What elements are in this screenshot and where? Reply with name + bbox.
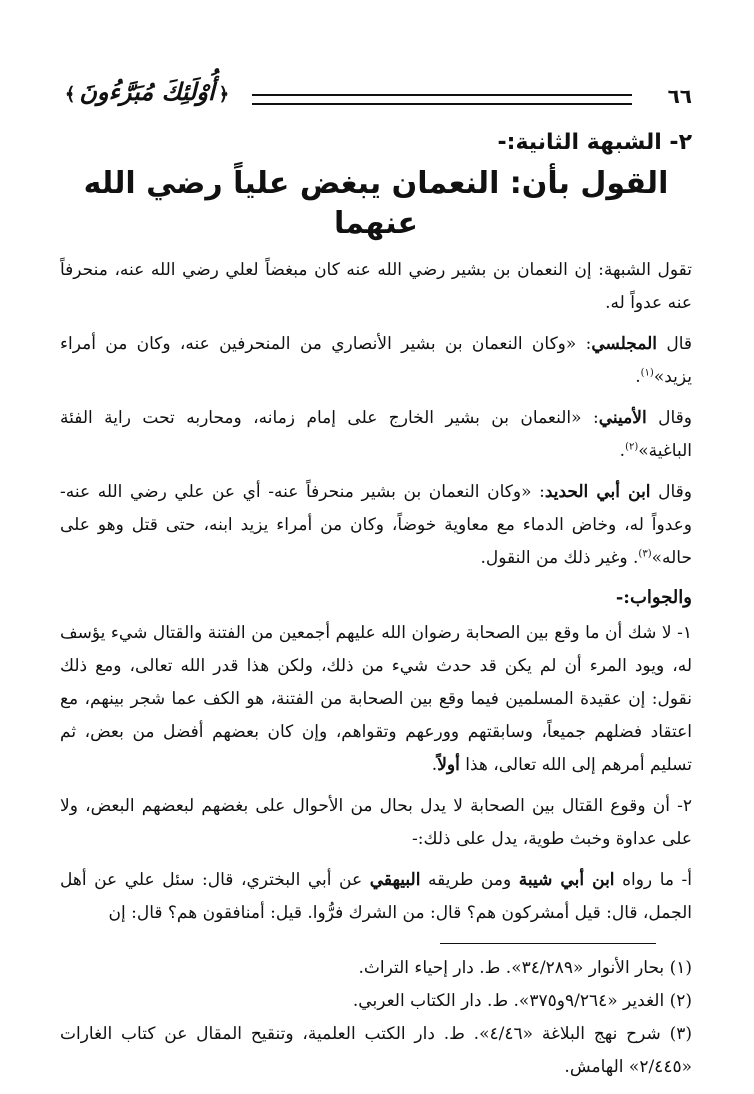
scholar-name: المجلسي <box>591 334 658 354</box>
main-text <box>60 128 692 938</box>
text-run: : «وكان النعمان بن بشير الأنصاري من المنحرفين عنه، وكان من أمراء يزيد» <box>60 334 692 387</box>
text-run: وقال <box>646 408 692 428</box>
text-run: . وغير ذلك من النقول. <box>480 548 639 568</box>
paragraph-amini <box>60 402 692 468</box>
header-double-rule <box>252 94 632 105</box>
scholar-name: ابن أبي الحديد <box>544 482 651 502</box>
text-run: . <box>635 367 641 387</box>
paragraph-claim: تقول الشبهة: إن النعمان بن بشير رضي الله عنه كان مبغضاً لعلي رضي الله عنه، منحرفاً عنه عدواً له. <box>60 260 692 313</box>
footnote-ref[interactable]: (٢) <box>625 441 639 453</box>
text-run: . <box>431 755 438 775</box>
text-run: قال <box>657 334 692 354</box>
footnote-ref[interactable]: (١) <box>640 367 654 379</box>
text-run: . <box>619 441 626 461</box>
running-title <box>52 72 242 112</box>
ornament-left-icon: ﴾ <box>64 84 76 105</box>
text-run: : «النعمان بن بشير الخارج على إمام زمانه، ومحاربه تحت راية الفئة الباغية» <box>60 408 692 461</box>
text-run: أ- ما رواه <box>614 870 692 890</box>
scholar-name: الأميني <box>598 408 647 428</box>
text-run: ومن طريقه <box>420 870 519 890</box>
footnote-1: (١) بحار الأنوار «٣٤/٢٨٩». ط. دار إحياء التراث. <box>358 958 692 978</box>
text-run: عن أبي البختري، قال: سئل علي عن أهل الجمل، قال: قيل أمشركون هم؟ قال: من الشرك فرُّوا. قيل: أمنافقون هم؟ قال: إن <box>60 870 692 923</box>
scholar-name: البيهقي <box>369 870 421 890</box>
page-header <box>52 64 692 120</box>
paragraph-answer-3 <box>60 864 692 930</box>
book-title: أُوْلَئِكَ مُبَرَّءُونَ <box>79 77 215 106</box>
section-title: القول بأن: النعمان يبغض علياً رضي الله عنهما <box>83 166 669 241</box>
answer-heading: والجواب:- <box>615 587 692 608</box>
text-run: ١- لا شك أن ما وقع بين الصحابة رضوان الله عليهم أجمعين من الفتنة والقتال شيء يؤسف له، ويود المرء أن لم يكن قد حدث شيء من ذلك، ولكن هذا قدر الله تعالى، ومع ذلك نقول: إن عقيدة المسلمين فيما وقع بين الصحابة من الفتنة، هو الكف عما شجر بينهم، مع اعتقاد فضلهم جميعاً، وسابقتهم وورعهم وتقواهم، وإن كان بعضهم أفضل من بعض، ثم تسليم أمرهم إلى الله تعالى، هذا <box>60 623 692 775</box>
section-subheading: ٢- الشبهة الثانية:- <box>497 130 692 155</box>
ornament-right-icon: ﴿ <box>218 84 230 105</box>
text-run: وقال <box>650 482 693 502</box>
footnote-ref[interactable]: (٣) <box>638 548 652 560</box>
paragraph-answer-1 <box>60 617 692 782</box>
page-number: ٦٦ <box>667 84 692 108</box>
footnote-2: (٢) الغدير «٩/٢٦٤و٣٧٥». ط. دار الكتاب العربي. <box>352 991 692 1011</box>
scholar-name: ابن أبي شيبة <box>518 870 615 890</box>
footnotes <box>60 952 692 1084</box>
paragraph-answer-2: ٢- أن وقوع القتال بين الصحابة لا يدل بحال من الأحوال على بغضهم لبعضهم البعض، ولا على عداوة وخبث طوية، يدل على ذلك:- <box>60 796 692 849</box>
text-run: : «وكان النعمان بن بشير منحرفاً عنه- أي عن علي رضي الله عنه- وعدواً له، وخاض الدماء مع معاوية خوضاً، وكان من أمراء يزيد ابنه، حتى قتل وهو على حاله» <box>60 482 692 568</box>
paragraph-ibn-abi-hadid <box>60 476 692 575</box>
emphasis: أولاً <box>437 755 460 775</box>
footnote-divider <box>440 943 656 944</box>
footnote-3: (٣) شرح نهج البلاغة «٤/٤٦». ط. دار الكتب العلمية، وتنقيح المقال عن كتاب الغارات «٢/٤٤٥» الهامش. <box>60 1024 693 1077</box>
paragraph-majlisi <box>60 328 692 394</box>
